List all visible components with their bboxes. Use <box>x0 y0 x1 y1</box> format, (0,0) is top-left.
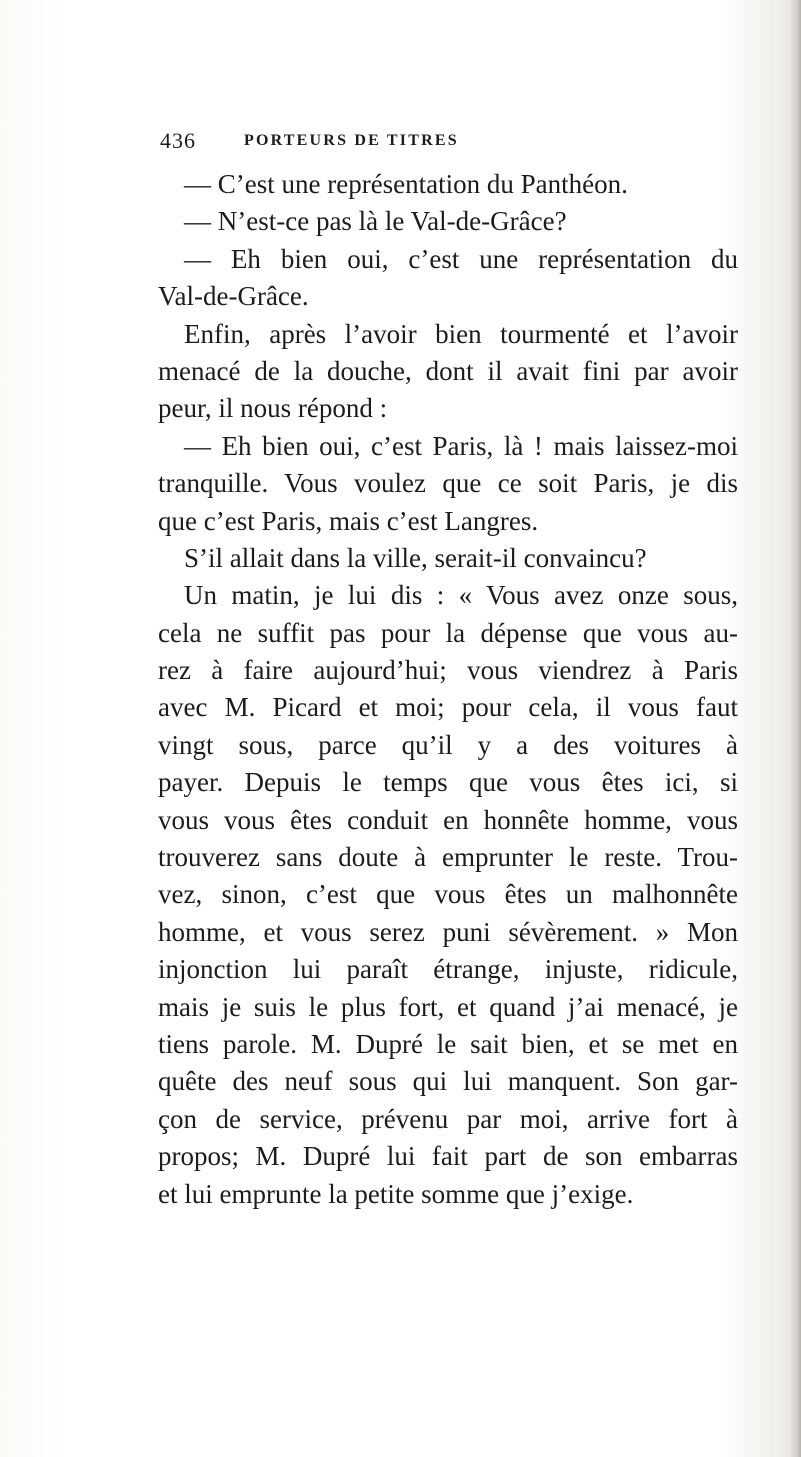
text-line: rez à faire aujourd’hui; vous viendrez à Paris <box>158 655 738 686</box>
text-line: Un matin, je lui dis : « Vous avez onze sous, <box>184 580 738 611</box>
text-line: que c’est Paris, mais c’est Langres. <box>158 505 539 536</box>
text-line: Val-de-Grâce. <box>158 281 309 312</box>
text-line: çon de service, prévenu par moi, arrive fort à <box>158 1103 738 1134</box>
page-number: 436 <box>160 128 196 153</box>
text-line: — N’est-ce pas là le Val-de-Grâce? <box>184 206 567 237</box>
text-line: vous vous êtes conduit en honnête homme, vous <box>158 804 738 835</box>
page-edge-shadow <box>789 0 801 1457</box>
text-line: et lui emprunte la petite somme que j’exige. <box>158 1178 634 1209</box>
page-header <box>160 128 740 158</box>
text-line: tranquille. Vous voulez que ce soit Paris, je dis <box>158 468 738 499</box>
text-line: peur, il nous répond : <box>158 393 388 424</box>
text-line: tiens parole. M. Dupré le sait bien, et se met en <box>158 1028 738 1059</box>
text-line: homme, et vous serez puni sévèrement. » Mon <box>158 916 738 947</box>
text-line: payer. Depuis le temps que vous êtes ici, si <box>158 767 738 798</box>
text-line: avec M. Picard et moi; pour cela, il vous faut <box>158 692 738 723</box>
text-line: mais je suis le plus fort, et quand j’ai menacé, je <box>158 991 738 1022</box>
text-line: — Eh bien oui, c’est Paris, là ! mais laissez-moi <box>184 430 738 461</box>
text-line: menacé de la douche, dont il avait fini par avoir <box>158 355 738 386</box>
text-line: trouverez sans doute à emprunter le reste. Trou- <box>158 842 738 873</box>
text-line: S’il allait dans la ville, serait-il convaincu? <box>184 542 647 573</box>
text-line: Enfin, après l’avoir bien tourmenté et l’avoir <box>184 318 738 349</box>
text-line: cela ne suffit pas pour la dépense que vous au- <box>158 617 738 648</box>
running-title: PORTEURS DE TITRES <box>244 132 459 149</box>
text-line: propos; M. Dupré lui fait part de son embarras <box>158 1141 738 1172</box>
text-line: vez, sinon, c’est que vous êtes un malhonnête <box>158 879 738 910</box>
text-line: — Eh bien oui, c’est une représentation du <box>184 243 738 274</box>
body-text <box>158 166 738 1213</box>
text-line: — C’est une représentation du Panthéon. <box>184 169 628 199</box>
text-line: injonction lui paraît étrange, injuste, ridicule, <box>158 954 738 985</box>
text-line: quête des neuf sous qui lui manquent. Son gar- <box>158 1066 738 1097</box>
text-line: vingt sous, parce qu’il y a des voitures à <box>158 729 738 760</box>
